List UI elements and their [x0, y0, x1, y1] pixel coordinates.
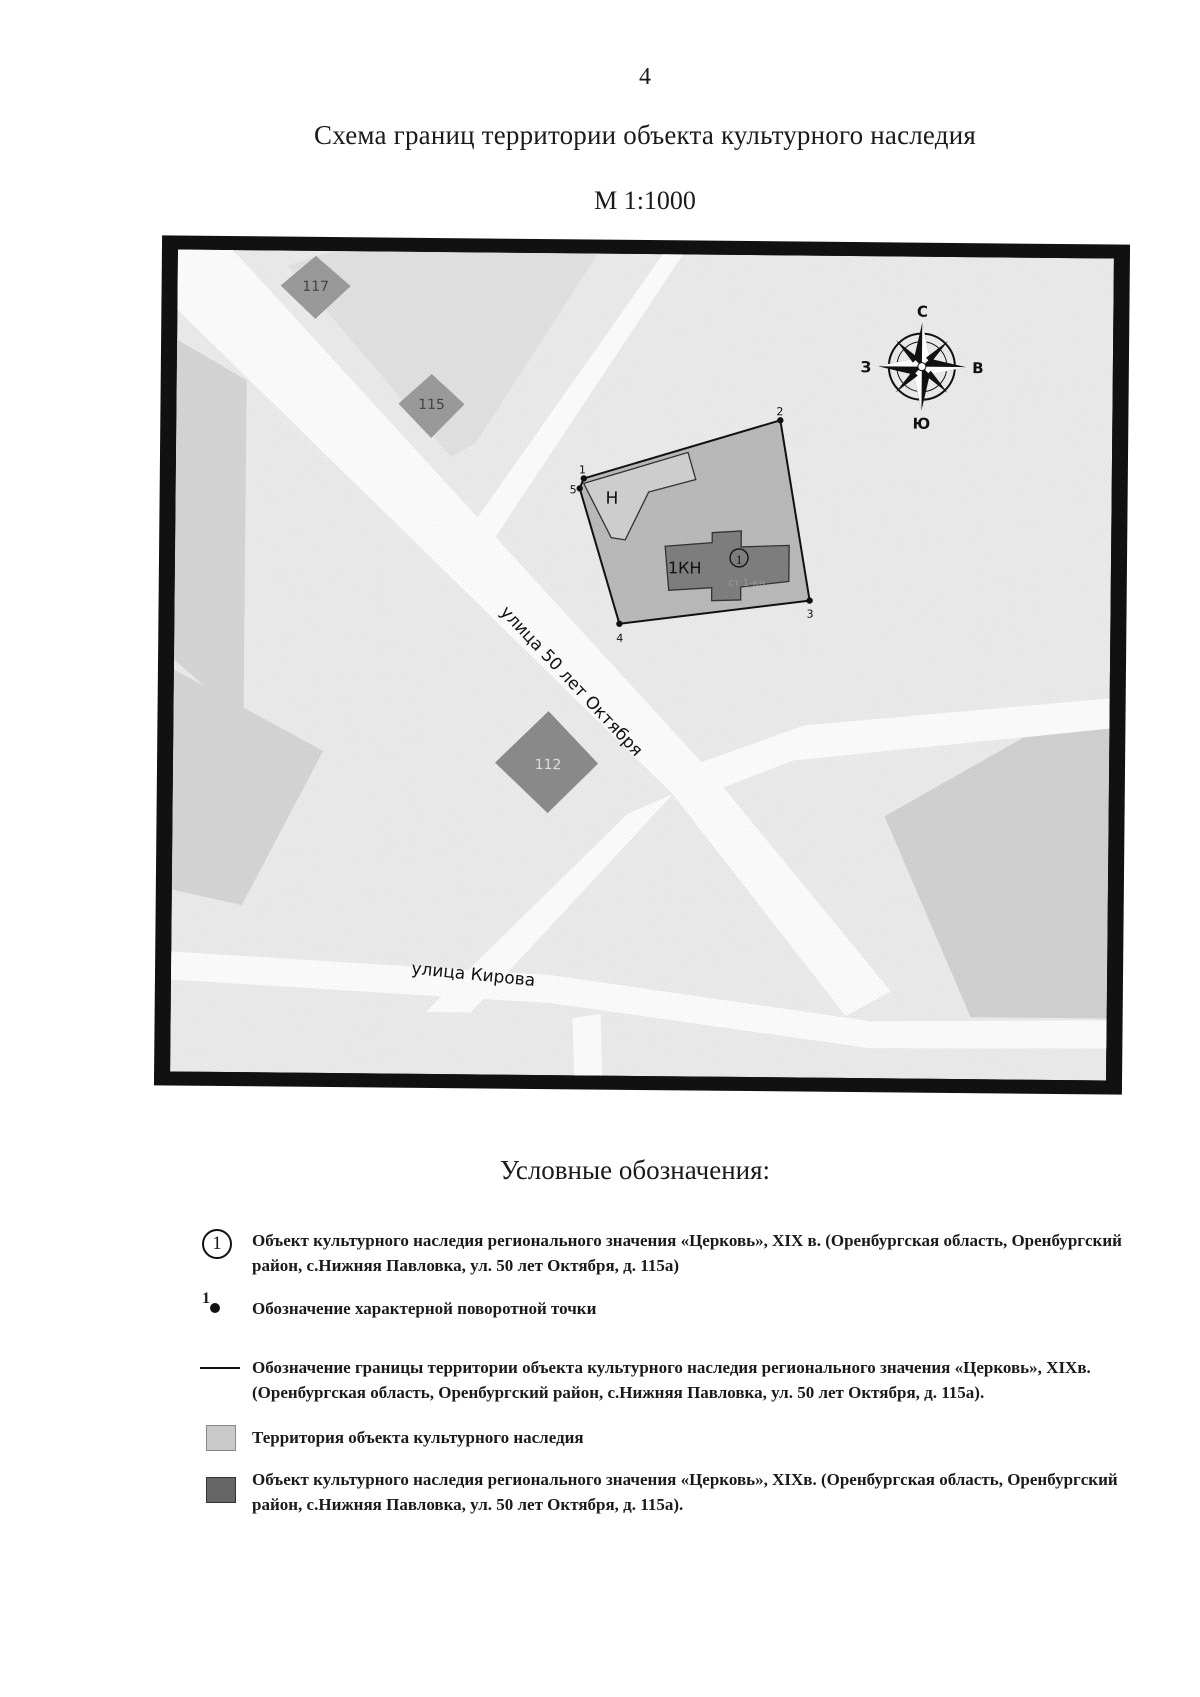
point-dot-icon: [210, 1303, 220, 1313]
legend-item-boundary: [200, 1355, 1160, 1415]
print-grain: [170, 250, 1114, 1081]
legend-point-symbol: [200, 1290, 240, 1330]
legend-item-heritage-object: [200, 1228, 1160, 1288]
territory-swatch-icon: [206, 1425, 236, 1451]
heritage-marker-icon: 1: [202, 1229, 232, 1259]
point-number-icon: 1: [202, 1290, 210, 1307]
legend-text-turning-point: Обозначение характерной поворотной точки: [252, 1299, 597, 1318]
legend-object-swatch: [200, 1467, 240, 1503]
map-scale: М 1:1000: [594, 186, 696, 215]
boundary-line-icon: [200, 1367, 240, 1369]
legend-text-boundary: Обозначение границы территории объекта культурного наследия регионального значения «Церковь», XIXв. (Оренбургская область, Оренбургский район, с.Нижняя Павловка, ул. 50 лет Октября, д. 115а).: [252, 1358, 1091, 1402]
legend-text-church-object: Объект культурного наследия регионального значения «Церковь», XIXв. (Оренбургская область, Оренбургский район, с.Нижняя Павловка, ул. 50 лет Октября, д. 115а).: [252, 1470, 1118, 1514]
object-swatch-icon: [206, 1477, 236, 1503]
legend-text-territory: Территория объекта культурного наследия: [252, 1428, 584, 1447]
page-number: 4: [639, 64, 651, 90]
page-title: Схема границ территории объекта культурного наследия: [314, 120, 976, 150]
legend-territory-swatch: [200, 1423, 240, 1459]
legend-item-turning-point: [200, 1290, 1160, 1354]
map: [170, 250, 1114, 1081]
legend-title: Условные обозначения:: [499, 1155, 771, 1185]
legend-line-symbol: [200, 1355, 240, 1391]
legend-text-heritage-object: Объект культурного наследия регионального значения «Церковь», XIX в. (Оренбургская область, Оренбургский район, с.Нижняя Павловка, ул. 50 лет Октября, д. 115а): [252, 1231, 1122, 1275]
map-frame: [154, 235, 1130, 1094]
legend-circle-symbol: [200, 1228, 240, 1264]
legend-item-church-object: [200, 1467, 1160, 1527]
